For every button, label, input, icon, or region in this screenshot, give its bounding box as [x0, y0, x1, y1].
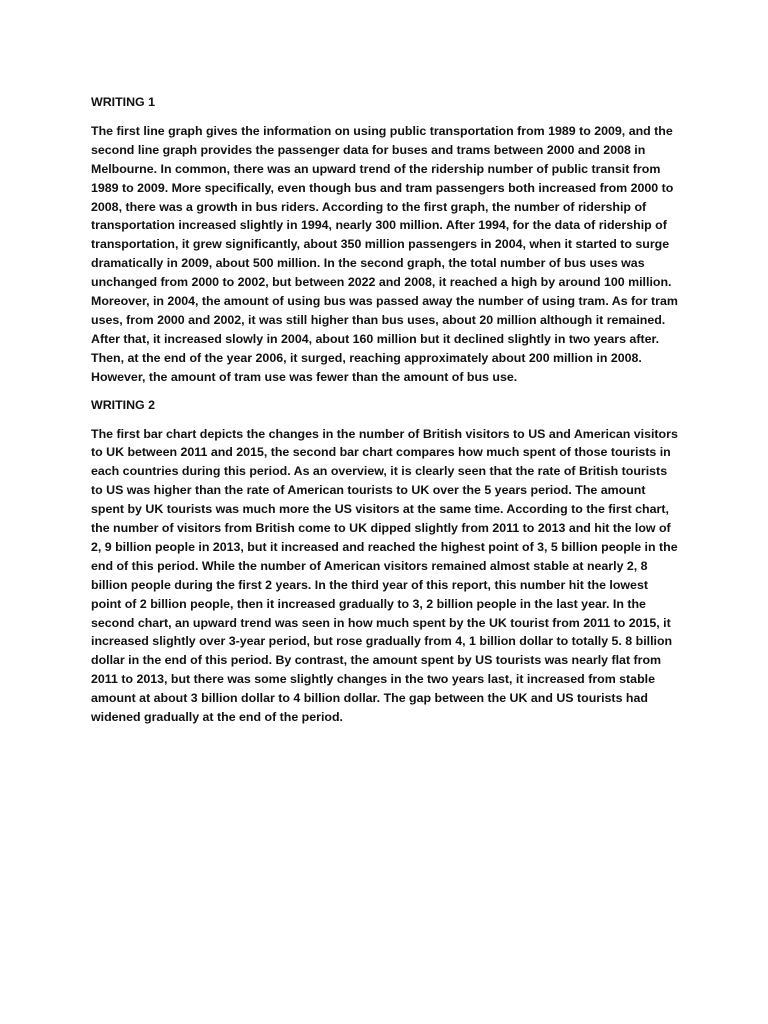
section-paragraph-writing-1: The first line graph gives the information on using public transportation from 1989 to 2009, and the second line graph provides the passenger data for buses and trams between 2000 and 2008 in Melbourne. In common, there was an upward trend of the ridership number of public transit from 1989 to 2009. More specifically, even though bus and tram passengers both increased from 2000 to 2008, there was a growth in bus riders. According to the first graph, the number of ridership of transportation increased slightly in 1994, nearly 300 million. After 1994, for the data of ridership of transportation, it grew significantly, about 350 million passengers in 2004, when it started to surge dramatically in 2009, about 500 million. In the second graph, the total number of bus uses was unchanged from 2000 to 2002, but between 2022 and 2008, it reached a high by around 100 million. Moreover, in 2004, the amount of using bus was passed away the number of using tram. As for tram uses, from 2000 and 2002, it was still higher than bus uses, about 20 million although it remained. After that, it increased slowly in 2004, about 160 million but it declined slightly in two years after. Then, at the end of the year 2006, it surged, reaching approximately about 200 million in 2008. However, the amount of tram use was fewer than the amount of bus use. — [91, 123, 678, 384]
document-body — [91, 93, 681, 736]
section-heading-writing-1: WRITING 1 — [91, 95, 156, 109]
section-heading-writing-2: WRITING 2 — [91, 397, 156, 412]
section-paragraph-writing-2: The first bar chart depicts the changes in the number of British visitors to US and American visitors to UK between 2011 and 2015, the second bar chart compares how much spent of those tourists in each countries during this period. As an overview, it is clearly seen that the rate of British tourists to US was higher than the rate of American tourists to UK over the 5 years period. The amount spent by UK tourists was much more the US visitors at the same time. According to the first chart, the number of visitors from British come to UK dipped slightly from 2011 to 2013 and hit the low of 2, 9 billion people in 2013, but it increased and reached the highest point of 3, 5 billion people in the end of this period. While the number of American visitors remained almost stable at nearly 2, 8 billion people during the first 2 years. In the third year of this report, this number hit the lowest point of 2 billion people, then it increased gradually to 3, 2 billion people in the last year. In the second chart, an upward trend was seen in how much spent by the UK tourist from 2011 to 2015, it increased slightly over 3-year period, but rose gradually from 4, 1 billion dollar to totally 5. 8 billion dollar in the end of this period. By contrast, the amount spent by US tourists was nearly flat from 2011 to 2013, but there was some slightly changes in the two years last, it increased from stable amount at about 3 billion dollar to 4 billion dollar. The gap between the UK and US tourists had widened gradually at the end of the period. — [91, 426, 678, 725]
